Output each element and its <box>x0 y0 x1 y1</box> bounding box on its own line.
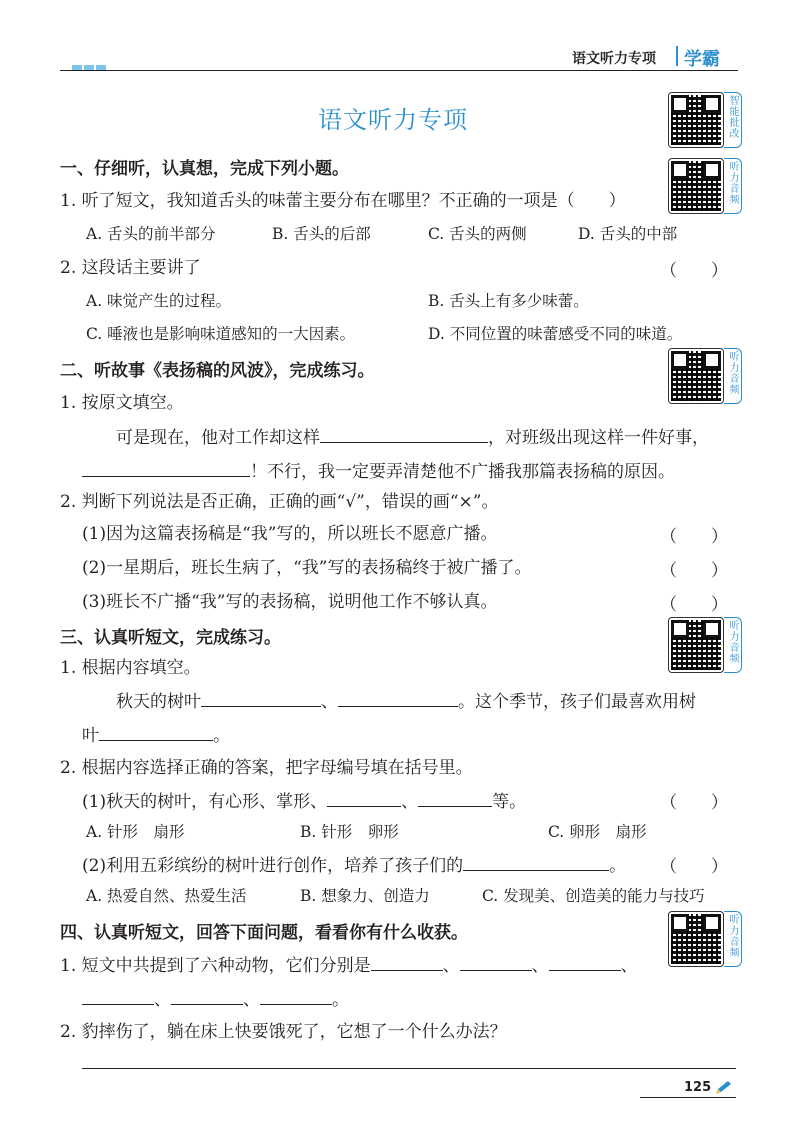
answer-paren[interactable]: （ ） <box>660 527 728 547</box>
qr-label: 智能批改 <box>724 92 742 148</box>
s1-question-1: 1. 听了短文，我知道舌头的味蕾主要分布在哪里？不正确的一项是（ ） <box>60 191 626 211</box>
fill-text: 。这个季节，孩子们最喜欢用树 <box>458 692 696 712</box>
page-title: 语文听力专项 <box>318 106 468 134</box>
qr-code-audio-1[interactable] <box>668 158 742 214</box>
s2-question-1: 1. 按原文填空。 <box>60 393 184 413</box>
s2-q1-line-1 <box>116 424 709 450</box>
fill-text: 、 <box>531 956 549 976</box>
s1-q2-option-c: C. 唾液也是影响味道感知的一大因素。 <box>86 325 356 343</box>
s1-q2-option-b: B. 舌头上有多少味蕾。 <box>428 292 589 310</box>
fill-text: 、 <box>620 956 638 976</box>
fill-blank[interactable] <box>201 688 321 707</box>
qr-code-icon <box>668 617 724 673</box>
qr-label: 听力音频 <box>724 348 742 404</box>
footer-rule <box>640 1097 736 1098</box>
answer-line[interactable] <box>82 1068 736 1069</box>
s4-question-1-cont <box>82 986 349 1012</box>
fill-blank[interactable] <box>82 458 250 477</box>
s2-question-2: 2. 判断下列说法是否正确，正确的画“√”，错误的画“×”。 <box>60 492 499 512</box>
s2-q1-line-2 <box>82 458 675 484</box>
fill-text: 可是现在，他对工作却这样 <box>116 428 320 448</box>
fill-blank[interactable] <box>320 424 488 443</box>
fill-text: 。 <box>213 726 230 746</box>
fill-text: 、 <box>243 990 260 1010</box>
s1-q1-option-c: C. 舌头的两侧 <box>428 225 527 243</box>
fill-blank[interactable] <box>82 986 154 1005</box>
s4-question-2: 2. 豹摔伤了，躺在床上快要饿死了，它想了一个什么办法？ <box>60 1022 507 1042</box>
s3-sub-1 <box>82 788 526 814</box>
fill-text: 等。 <box>492 792 527 812</box>
fill-text: 、 <box>442 956 460 976</box>
answer-paren[interactable]: （ ） <box>660 595 728 615</box>
s3-sub2-option-b: B. 想象力、创造力 <box>300 887 430 905</box>
s1-q1-option-d: D. 舌头的中部 <box>578 225 678 243</box>
s3-question-1: 1. 根据内容填空。 <box>60 658 201 678</box>
section-2-heading: 二、听故事《表扬稿的风波》，完成练习。 <box>60 361 375 381</box>
qr-label: 听力音频 <box>724 617 742 673</box>
qr-code-audio-2[interactable] <box>668 348 742 404</box>
qr-label: 听力音频 <box>724 911 742 967</box>
fill-blank[interactable] <box>99 722 213 741</box>
fill-blank[interactable] <box>171 986 243 1005</box>
fill-blank[interactable] <box>338 688 458 707</box>
section-4-heading: 四、认真听短文，回答下面问题，看看你有什么收获。 <box>60 923 468 943</box>
fill-blank[interactable] <box>260 986 332 1005</box>
s2-item-3: (3)班长不广播“我”写的表扬稿，说明他工作不够认真。 <box>82 592 498 612</box>
answer-paren[interactable]: （ ） <box>660 561 728 581</box>
s3-sub2-option-a: A. 热爱自然、热爱生活 <box>86 887 247 905</box>
s4-question-1 <box>60 952 638 978</box>
qr-code-icon <box>668 348 724 404</box>
header-decoration <box>72 56 108 75</box>
fill-blank[interactable] <box>549 952 621 971</box>
qr-code-grading[interactable] <box>668 92 742 148</box>
fill-text: 。 <box>609 856 627 876</box>
header-divider <box>676 46 678 66</box>
answer-paren[interactable]: （ ） <box>660 793 728 813</box>
qr-code-icon <box>668 158 724 214</box>
fill-text: 、 <box>154 990 171 1010</box>
header-label: 语文听力专项 <box>572 51 656 67</box>
s3-sub2-option-c: C. 发现美、创造美的能力与技巧 <box>482 887 705 905</box>
answer-paren[interactable]: （ ） <box>660 857 728 877</box>
page-number: 125 <box>684 1080 712 1095</box>
fill-text: (2)利用五彩缤纷的树叶进行创作，培养了孩子们的 <box>82 856 464 876</box>
fill-blank[interactable] <box>460 952 532 971</box>
fill-blank[interactable] <box>418 788 492 807</box>
fill-text: ，对班级出现这样一件好事， <box>488 428 709 448</box>
s2-item-1: (1)因为这篇表扬稿是“我”写的，所以班长不愿意广播。 <box>82 524 498 544</box>
s3-sub-2 <box>82 852 626 878</box>
qr-code-audio-3[interactable] <box>668 617 742 673</box>
section-1-heading: 一、仔细听，认真想，完成下列小题。 <box>60 159 349 179</box>
s3-q1-line-1 <box>116 688 696 714</box>
fill-text: 秋天的树叶 <box>116 692 201 712</box>
s1-q2-option-a: A. 味觉产生的过程。 <box>86 292 232 310</box>
fill-text: ！不行，我一定要弄清楚他不广播我那篇表扬稿的原因。 <box>250 462 675 482</box>
s1-question-2: 2. 这段话主要讲了 <box>60 258 201 278</box>
fill-text: 。 <box>332 990 349 1010</box>
fill-blank[interactable] <box>463 852 609 871</box>
s1-q1-option-b: B. 舌头的后部 <box>272 225 371 243</box>
fill-text: (1)秋天的树叶，有心形、掌形、 <box>82 792 328 812</box>
section-3-heading: 三、认真听短文，完成练习。 <box>60 628 281 648</box>
s3-question-2: 2. 根据内容选择正确的答案，把字母编号填在括号里。 <box>60 758 473 778</box>
fill-text: 1. 短文中共提到了六种动物，它们分别是 <box>60 956 371 976</box>
qr-code-audio-4[interactable] <box>668 911 742 967</box>
qr-code-icon <box>668 911 724 967</box>
s1-q2-option-d: D. 不同位置的味蕾感受不同的味道。 <box>428 325 683 343</box>
s1-q1-option-a: A. 舌头的前半部分 <box>86 225 216 243</box>
fill-blank[interactable] <box>371 952 443 971</box>
qr-label: 听力音频 <box>724 158 742 214</box>
fill-text: 叶 <box>82 726 99 746</box>
header-rule <box>60 70 738 71</box>
answer-paren[interactable]: （ ） <box>660 261 728 281</box>
s3-q1-line-2 <box>82 722 230 748</box>
s3-sub1-option-b: B. 针形 卵形 <box>300 823 399 841</box>
s2-item-2: (2)一星期后，班长生病了，“我”写的表扬稿终于被广播了。 <box>82 558 532 578</box>
fill-text: 、 <box>401 792 419 812</box>
s3-sub1-option-c: C. 卵形 扇形 <box>548 823 647 841</box>
s3-sub1-option-a: A. 针形 扇形 <box>86 823 185 841</box>
brand-logo: 学霸 <box>684 49 720 70</box>
fill-text: 、 <box>321 692 338 712</box>
fill-blank[interactable] <box>327 788 401 807</box>
qr-code-icon <box>668 92 724 148</box>
